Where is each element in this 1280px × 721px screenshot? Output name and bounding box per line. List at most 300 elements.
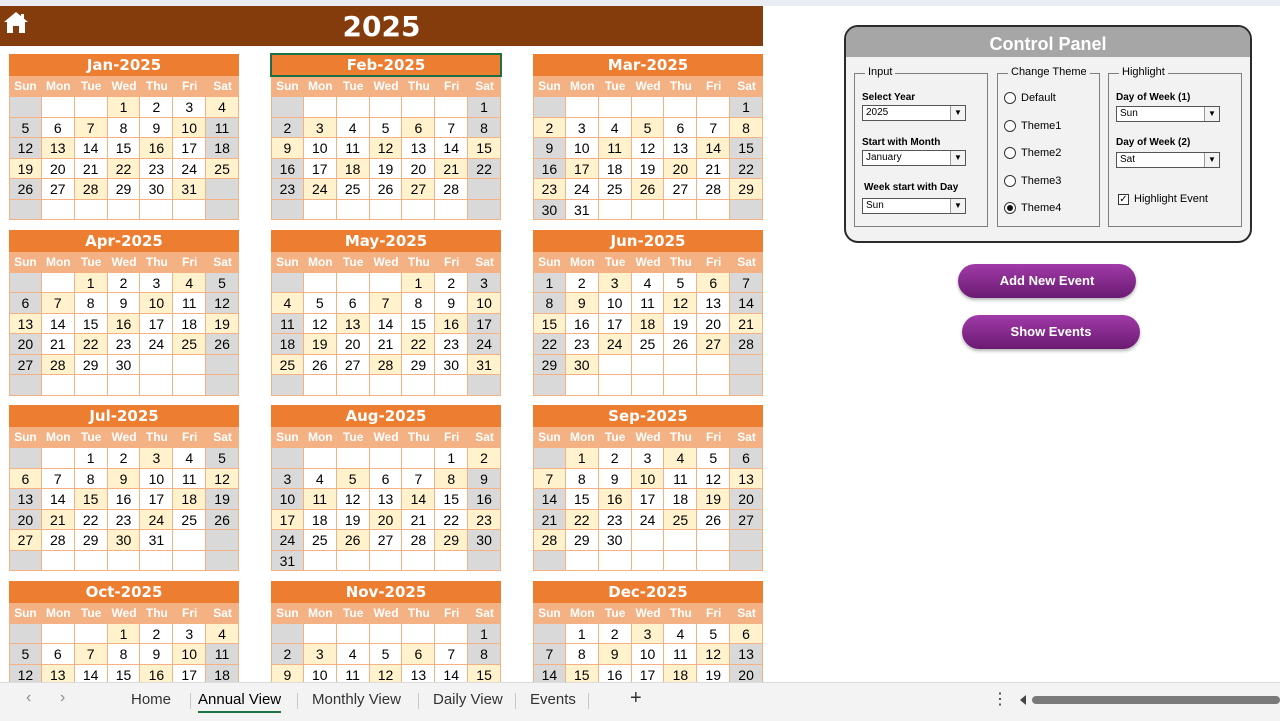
day-cell[interactable]: 24 bbox=[632, 510, 665, 531]
day-cell[interactable]: 29 bbox=[108, 179, 141, 200]
day-cell[interactable]: 17 bbox=[173, 665, 206, 683]
day-cell[interactable]: 30 bbox=[566, 355, 599, 376]
day-cell[interactable]: 20 bbox=[370, 510, 403, 531]
day-cell[interactable]: 15 bbox=[108, 665, 141, 683]
day-cell[interactable]: 12 bbox=[206, 469, 239, 490]
dropdown-arrow-icon[interactable]: ▼ bbox=[950, 106, 965, 120]
day-cell[interactable]: 1 bbox=[566, 624, 599, 645]
day-cell[interactable]: 13 bbox=[730, 644, 763, 665]
day-cell[interactable]: 3 bbox=[632, 448, 665, 469]
day-cell[interactable]: 30 bbox=[108, 530, 141, 551]
day-cell[interactable]: 12 bbox=[697, 644, 730, 665]
day-cell[interactable]: 4 bbox=[173, 448, 206, 469]
dropdown-arrow-icon[interactable]: ▼ bbox=[1204, 153, 1219, 167]
day-cell[interactable]: 16 bbox=[599, 489, 632, 510]
day-cell[interactable]: 10 bbox=[566, 138, 599, 159]
day-cell[interactable]: 3 bbox=[140, 448, 173, 469]
day-cell[interactable]: 21 bbox=[370, 334, 403, 355]
day-cell[interactable]: 3 bbox=[468, 273, 501, 294]
month-title[interactable]: Dec-2025 bbox=[533, 581, 763, 603]
day-cell[interactable]: 5 bbox=[632, 118, 665, 139]
radio-circle-icon[interactable] bbox=[1004, 175, 1016, 187]
day-cell[interactable]: 13 bbox=[42, 138, 75, 159]
day-cell[interactable]: 11 bbox=[337, 665, 370, 683]
day-cell[interactable]: 22 bbox=[75, 334, 108, 355]
day-cell[interactable]: 8 bbox=[435, 469, 468, 490]
day-cell[interactable]: 7 bbox=[42, 293, 75, 314]
day-cell[interactable]: 7 bbox=[75, 118, 108, 139]
day-cell[interactable]: 30 bbox=[533, 200, 566, 221]
day-cell[interactable]: 8 bbox=[108, 644, 141, 665]
day-cell[interactable]: 6 bbox=[697, 273, 730, 294]
day-cell[interactable]: 10 bbox=[599, 293, 632, 314]
day-cell[interactable]: 24 bbox=[599, 334, 632, 355]
day-cell[interactable]: 7 bbox=[697, 118, 730, 139]
day-cell[interactable]: 16 bbox=[140, 138, 173, 159]
dropdown-arrow-icon[interactable]: ▼ bbox=[950, 151, 965, 165]
day-cell[interactable]: 29 bbox=[566, 530, 599, 551]
day-cell[interactable]: 1 bbox=[566, 448, 599, 469]
day-cell[interactable]: 7 bbox=[533, 469, 566, 490]
day-cell[interactable]: 22 bbox=[730, 159, 763, 180]
day-cell[interactable]: 2 bbox=[566, 273, 599, 294]
day-cell[interactable]: 24 bbox=[140, 334, 173, 355]
theme-radio-theme1[interactable] bbox=[1004, 120, 1061, 132]
day-cell[interactable]: 20 bbox=[402, 159, 435, 180]
day-cell[interactable]: 3 bbox=[173, 97, 206, 118]
day-cell[interactable]: 27 bbox=[697, 334, 730, 355]
tab-monthly-view[interactable]: Monthly View bbox=[312, 691, 401, 708]
day-cell[interactable]: 26 bbox=[337, 530, 370, 551]
day-cell[interactable]: 28 bbox=[533, 530, 566, 551]
day-cell[interactable]: 14 bbox=[42, 489, 75, 510]
day-cell[interactable]: 27 bbox=[42, 179, 75, 200]
day-cell[interactable]: 16 bbox=[566, 314, 599, 335]
day-cell[interactable]: 12 bbox=[9, 138, 42, 159]
day-cell[interactable]: 26 bbox=[697, 510, 730, 531]
day-cell[interactable]: 13 bbox=[42, 665, 75, 683]
day-cell[interactable]: 7 bbox=[370, 293, 403, 314]
day-cell[interactable]: 25 bbox=[599, 179, 632, 200]
day-cell[interactable]: 13 bbox=[402, 665, 435, 683]
day-cell[interactable]: 25 bbox=[206, 159, 239, 180]
radio-circle-icon[interactable] bbox=[1004, 202, 1016, 214]
day-cell[interactable]: 2 bbox=[108, 273, 141, 294]
month-title[interactable]: Nov-2025 bbox=[271, 581, 501, 603]
day-cell[interactable]: 10 bbox=[271, 489, 304, 510]
day-cell[interactable]: 12 bbox=[370, 138, 403, 159]
day-cell[interactable]: 6 bbox=[730, 624, 763, 645]
start-month-dropdown[interactable] bbox=[862, 150, 966, 166]
day-cell[interactable]: 27 bbox=[664, 179, 697, 200]
day-cell[interactable]: 10 bbox=[632, 469, 665, 490]
day-cell[interactable]: 25 bbox=[173, 334, 206, 355]
tab-home[interactable]: Home bbox=[131, 691, 172, 708]
day-cell[interactable]: 30 bbox=[435, 355, 468, 376]
day-cell[interactable]: 6 bbox=[730, 448, 763, 469]
day-cell[interactable]: 25 bbox=[664, 510, 697, 531]
day-cell[interactable]: 19 bbox=[206, 314, 239, 335]
day-cell[interactable]: 6 bbox=[337, 293, 370, 314]
month-title[interactable]: May-2025 bbox=[271, 230, 501, 252]
day-cell[interactable]: 31 bbox=[271, 551, 304, 572]
day-cell[interactable]: 17 bbox=[271, 510, 304, 531]
day-cell[interactable]: 16 bbox=[435, 314, 468, 335]
day-cell[interactable]: 25 bbox=[632, 334, 665, 355]
radio-circle-icon[interactable] bbox=[1004, 147, 1016, 159]
day-cell[interactable]: 3 bbox=[304, 118, 337, 139]
day-cell[interactable]: 5 bbox=[206, 273, 239, 294]
day-cell[interactable]: 6 bbox=[402, 118, 435, 139]
day-cell[interactable]: 5 bbox=[304, 293, 337, 314]
day-cell[interactable]: 2 bbox=[108, 448, 141, 469]
day-cell[interactable]: 31 bbox=[566, 200, 599, 221]
day-cell[interactable]: 5 bbox=[370, 644, 403, 665]
day-cell[interactable]: 11 bbox=[337, 138, 370, 159]
day-cell[interactable]: 27 bbox=[370, 530, 403, 551]
day-cell[interactable]: 5 bbox=[206, 448, 239, 469]
day-cell[interactable]: 28 bbox=[42, 355, 75, 376]
day-cell[interactable]: 23 bbox=[108, 510, 141, 531]
day-cell[interactable]: 4 bbox=[304, 469, 337, 490]
day-cell[interactable]: 20 bbox=[337, 334, 370, 355]
day-cell[interactable]: 18 bbox=[664, 665, 697, 683]
day-cell[interactable]: 7 bbox=[402, 469, 435, 490]
horizontal-scrollbar[interactable] bbox=[1018, 693, 1280, 707]
day-cell[interactable]: 17 bbox=[599, 314, 632, 335]
day-cell[interactable]: 13 bbox=[730, 469, 763, 490]
day-cell[interactable]: 22 bbox=[533, 334, 566, 355]
day-cell[interactable]: 29 bbox=[75, 355, 108, 376]
day-cell[interactable]: 19 bbox=[206, 489, 239, 510]
day-cell[interactable]: 29 bbox=[730, 179, 763, 200]
day-cell[interactable]: 9 bbox=[140, 644, 173, 665]
day-cell[interactable]: 3 bbox=[271, 469, 304, 490]
add-sheet-icon[interactable]: + bbox=[630, 687, 642, 709]
day-cell[interactable]: 20 bbox=[664, 159, 697, 180]
day-cell[interactable]: 3 bbox=[304, 644, 337, 665]
day-cell[interactable]: 19 bbox=[304, 334, 337, 355]
theme-radio-theme4[interactable] bbox=[1004, 202, 1061, 214]
day-cell[interactable]: 1 bbox=[75, 448, 108, 469]
day-cell[interactable]: 23 bbox=[271, 179, 304, 200]
day-cell[interactable]: 9 bbox=[271, 665, 304, 683]
day-cell[interactable]: 28 bbox=[402, 530, 435, 551]
day-cell[interactable]: 8 bbox=[468, 118, 501, 139]
day-cell[interactable]: 2 bbox=[140, 97, 173, 118]
day-cell[interactable]: 15 bbox=[730, 138, 763, 159]
day-cell[interactable]: 15 bbox=[533, 314, 566, 335]
day-cell[interactable]: 24 bbox=[468, 334, 501, 355]
day-cell[interactable]: 17 bbox=[304, 159, 337, 180]
day-cell[interactable]: 28 bbox=[697, 179, 730, 200]
day-cell[interactable]: 23 bbox=[140, 159, 173, 180]
day-cell[interactable]: 2 bbox=[271, 118, 304, 139]
day-cell[interactable]: 31 bbox=[140, 530, 173, 551]
day-cell[interactable]: 14 bbox=[42, 314, 75, 335]
day-cell[interactable]: 21 bbox=[42, 334, 75, 355]
day-cell[interactable]: 15 bbox=[468, 138, 501, 159]
day-cell[interactable]: 24 bbox=[173, 159, 206, 180]
day-cell[interactable]: 15 bbox=[468, 665, 501, 683]
day-cell[interactable]: 12 bbox=[632, 138, 665, 159]
day-cell[interactable]: 19 bbox=[370, 159, 403, 180]
day-cell[interactable]: 26 bbox=[9, 179, 42, 200]
day-cell[interactable]: 15 bbox=[108, 138, 141, 159]
day-cell[interactable]: 10 bbox=[468, 293, 501, 314]
day-cell[interactable]: 27 bbox=[730, 510, 763, 531]
day-cell[interactable]: 14 bbox=[730, 293, 763, 314]
day-cell[interactable]: 1 bbox=[533, 273, 566, 294]
day-cell[interactable]: 8 bbox=[75, 469, 108, 490]
select-year-dropdown[interactable] bbox=[862, 105, 966, 121]
day-cell[interactable]: 22 bbox=[468, 159, 501, 180]
day-cell[interactable]: 4 bbox=[337, 644, 370, 665]
day-cell[interactable]: 9 bbox=[599, 469, 632, 490]
day-cell[interactable]: 13 bbox=[370, 489, 403, 510]
day-cell[interactable]: 20 bbox=[42, 159, 75, 180]
day-cell[interactable]: 18 bbox=[271, 334, 304, 355]
day-cell[interactable]: 23 bbox=[435, 334, 468, 355]
day-cell[interactable]: 16 bbox=[140, 665, 173, 683]
day-cell[interactable]: 11 bbox=[206, 118, 239, 139]
day-cell[interactable]: 21 bbox=[730, 314, 763, 335]
day-cell[interactable]: 15 bbox=[566, 665, 599, 683]
day-cell[interactable]: 8 bbox=[402, 293, 435, 314]
day-cell[interactable]: 20 bbox=[730, 665, 763, 683]
day-cell[interactable]: 26 bbox=[206, 510, 239, 531]
day-cell[interactable]: 24 bbox=[304, 179, 337, 200]
day-cell[interactable]: 8 bbox=[730, 118, 763, 139]
day-cell[interactable]: 15 bbox=[435, 489, 468, 510]
month-title[interactable]: Jul-2025 bbox=[9, 405, 239, 427]
dropdown-arrow-icon[interactable]: ▼ bbox=[1204, 107, 1219, 121]
day-cell[interactable]: 30 bbox=[468, 530, 501, 551]
day-cell[interactable]: 30 bbox=[599, 530, 632, 551]
day-cell[interactable]: 12 bbox=[304, 314, 337, 335]
day-cell[interactable]: 12 bbox=[370, 665, 403, 683]
day-cell[interactable]: 4 bbox=[632, 273, 665, 294]
day-cell[interactable]: 12 bbox=[206, 293, 239, 314]
day-cell[interactable]: 10 bbox=[304, 138, 337, 159]
day-cell[interactable]: 6 bbox=[42, 644, 75, 665]
day-cell[interactable]: 8 bbox=[566, 644, 599, 665]
day-cell[interactable]: 30 bbox=[140, 179, 173, 200]
day-cell[interactable]: 6 bbox=[370, 469, 403, 490]
day-cell[interactable]: 14 bbox=[75, 138, 108, 159]
day-cell[interactable]: 28 bbox=[435, 179, 468, 200]
day-cell[interactable]: 19 bbox=[632, 159, 665, 180]
highlight-event-checkbox[interactable] bbox=[1118, 193, 1208, 205]
more-options-icon[interactable]: ⋮ bbox=[992, 691, 1008, 708]
day-cell[interactable]: 25 bbox=[271, 355, 304, 376]
day-cell[interactable]: 4 bbox=[664, 624, 697, 645]
day-cell[interactable]: 18 bbox=[337, 159, 370, 180]
day-cell[interactable]: 7 bbox=[435, 644, 468, 665]
day-cell[interactable]: 4 bbox=[271, 293, 304, 314]
day-cell[interactable]: 17 bbox=[632, 489, 665, 510]
day-cell[interactable]: 16 bbox=[599, 665, 632, 683]
day-cell[interactable]: 14 bbox=[533, 665, 566, 683]
day-cell[interactable]: 8 bbox=[468, 644, 501, 665]
day-cell[interactable]: 7 bbox=[75, 644, 108, 665]
day-cell[interactable]: 13 bbox=[664, 138, 697, 159]
day-cell[interactable]: 5 bbox=[9, 644, 42, 665]
day-cell[interactable]: 9 bbox=[140, 118, 173, 139]
day-cell[interactable]: 14 bbox=[435, 138, 468, 159]
day-cell[interactable]: 16 bbox=[108, 314, 141, 335]
day-cell[interactable]: 5 bbox=[664, 273, 697, 294]
day-cell[interactable]: 17 bbox=[173, 138, 206, 159]
day-cell[interactable]: 20 bbox=[697, 314, 730, 335]
day-cell[interactable]: 9 bbox=[271, 138, 304, 159]
day-cell[interactable]: 13 bbox=[697, 293, 730, 314]
day-cell[interactable]: 11 bbox=[632, 293, 665, 314]
day-cell[interactable]: 25 bbox=[304, 530, 337, 551]
day-cell[interactable]: 16 bbox=[533, 159, 566, 180]
day-cell[interactable]: 2 bbox=[435, 273, 468, 294]
dow2-dropdown[interactable] bbox=[1116, 152, 1220, 168]
day-cell[interactable]: 4 bbox=[173, 273, 206, 294]
day-cell[interactable]: 18 bbox=[632, 314, 665, 335]
day-cell[interactable]: 4 bbox=[337, 118, 370, 139]
day-cell[interactable]: 14 bbox=[75, 665, 108, 683]
day-cell[interactable]: 9 bbox=[468, 469, 501, 490]
day-cell[interactable]: 19 bbox=[337, 510, 370, 531]
day-cell[interactable]: 1 bbox=[402, 273, 435, 294]
day-cell[interactable]: 9 bbox=[533, 138, 566, 159]
day-cell[interactable]: 28 bbox=[730, 334, 763, 355]
month-title[interactable]: Mar-2025 bbox=[533, 54, 763, 76]
day-cell[interactable]: 6 bbox=[402, 644, 435, 665]
day-cell[interactable]: 25 bbox=[173, 510, 206, 531]
day-cell[interactable]: 17 bbox=[632, 665, 665, 683]
day-cell[interactable]: 2 bbox=[599, 448, 632, 469]
dow1-dropdown[interactable] bbox=[1116, 106, 1220, 122]
week-start-dropdown[interactable] bbox=[862, 198, 966, 214]
day-cell[interactable]: 22 bbox=[402, 334, 435, 355]
day-cell[interactable]: 26 bbox=[632, 179, 665, 200]
day-cell[interactable]: 26 bbox=[370, 179, 403, 200]
day-cell[interactable]: 4 bbox=[599, 118, 632, 139]
day-cell[interactable]: 23 bbox=[599, 510, 632, 531]
day-cell[interactable]: 21 bbox=[402, 510, 435, 531]
day-cell[interactable]: 18 bbox=[206, 665, 239, 683]
tab-annual-view[interactable] bbox=[198, 683, 281, 717]
day-cell[interactable]: 24 bbox=[271, 530, 304, 551]
day-cell[interactable]: 2 bbox=[599, 624, 632, 645]
scroll-tabs-right-icon[interactable]: › bbox=[60, 689, 66, 706]
day-cell[interactable]: 16 bbox=[271, 159, 304, 180]
month-title[interactable]: Apr-2025 bbox=[9, 230, 239, 252]
day-cell[interactable]: 2 bbox=[468, 448, 501, 469]
dropdown-arrow-icon[interactable]: ▼ bbox=[950, 199, 965, 213]
day-cell[interactable]: 23 bbox=[468, 510, 501, 531]
month-title[interactable]: Oct-2025 bbox=[9, 581, 239, 603]
day-cell[interactable]: 11 bbox=[206, 644, 239, 665]
day-cell[interactable]: 25 bbox=[337, 179, 370, 200]
day-cell[interactable]: 18 bbox=[173, 489, 206, 510]
day-cell[interactable]: 8 bbox=[75, 293, 108, 314]
day-cell[interactable]: 10 bbox=[304, 665, 337, 683]
day-cell[interactable]: 20 bbox=[9, 334, 42, 355]
day-cell[interactable]: 16 bbox=[108, 489, 141, 510]
day-cell[interactable]: 21 bbox=[697, 159, 730, 180]
day-cell[interactable]: 1 bbox=[75, 273, 108, 294]
day-cell[interactable]: 18 bbox=[664, 489, 697, 510]
day-cell[interactable]: 5 bbox=[9, 118, 42, 139]
day-cell[interactable]: 6 bbox=[9, 293, 42, 314]
day-cell[interactable]: 14 bbox=[697, 138, 730, 159]
day-cell[interactable]: 7 bbox=[435, 118, 468, 139]
day-cell[interactable]: 1 bbox=[108, 97, 141, 118]
month-title[interactable]: Jan-2025 bbox=[9, 54, 239, 76]
day-cell[interactable]: 18 bbox=[173, 314, 206, 335]
day-cell[interactable]: 14 bbox=[402, 489, 435, 510]
day-cell[interactable]: 26 bbox=[206, 334, 239, 355]
show-events-button[interactable]: Show Events bbox=[962, 315, 1140, 349]
day-cell[interactable]: 4 bbox=[206, 97, 239, 118]
day-cell[interactable]: 5 bbox=[697, 624, 730, 645]
day-cell[interactable]: 10 bbox=[140, 293, 173, 314]
radio-circle-icon[interactable] bbox=[1004, 120, 1016, 132]
day-cell[interactable]: 17 bbox=[468, 314, 501, 335]
day-cell[interactable]: 23 bbox=[533, 179, 566, 200]
day-cell[interactable]: 29 bbox=[402, 355, 435, 376]
day-cell[interactable]: 6 bbox=[42, 118, 75, 139]
day-cell[interactable]: 30 bbox=[108, 355, 141, 376]
day-cell[interactable]: 2 bbox=[140, 624, 173, 645]
day-cell[interactable]: 6 bbox=[664, 118, 697, 139]
day-cell[interactable]: 22 bbox=[566, 510, 599, 531]
day-cell[interactable]: 9 bbox=[108, 293, 141, 314]
day-cell[interactable]: 27 bbox=[9, 355, 42, 376]
day-cell[interactable]: 15 bbox=[566, 489, 599, 510]
day-cell[interactable]: 13 bbox=[402, 138, 435, 159]
day-cell[interactable]: 1 bbox=[108, 624, 141, 645]
day-cell[interactable]: 3 bbox=[566, 118, 599, 139]
day-cell[interactable]: 15 bbox=[75, 489, 108, 510]
day-cell[interactable]: 22 bbox=[435, 510, 468, 531]
day-cell[interactable]: 19 bbox=[697, 665, 730, 683]
day-cell[interactable]: 15 bbox=[402, 314, 435, 335]
day-cell[interactable]: 8 bbox=[566, 469, 599, 490]
day-cell[interactable]: 12 bbox=[337, 489, 370, 510]
day-cell[interactable]: 31 bbox=[468, 355, 501, 376]
theme-radio-theme2[interactable] bbox=[1004, 147, 1061, 159]
day-cell[interactable]: 2 bbox=[271, 644, 304, 665]
day-cell[interactable]: 29 bbox=[435, 530, 468, 551]
day-cell[interactable]: 17 bbox=[140, 314, 173, 335]
day-cell[interactable]: 3 bbox=[140, 273, 173, 294]
checkbox-check-icon[interactable]: ✓ bbox=[1119, 193, 1128, 205]
day-cell[interactable]: 12 bbox=[9, 665, 42, 683]
day-cell[interactable]: 5 bbox=[337, 469, 370, 490]
day-cell[interactable]: 1 bbox=[730, 97, 763, 118]
day-cell[interactable]: 26 bbox=[664, 334, 697, 355]
day-cell[interactable]: 17 bbox=[566, 159, 599, 180]
day-cell[interactable]: 3 bbox=[599, 273, 632, 294]
day-cell[interactable]: 1 bbox=[468, 97, 501, 118]
day-cell[interactable]: 13 bbox=[337, 314, 370, 335]
day-cell[interactable]: 15 bbox=[75, 314, 108, 335]
day-cell[interactable]: 27 bbox=[337, 355, 370, 376]
day-cell[interactable]: 27 bbox=[402, 179, 435, 200]
day-cell[interactable]: 2 bbox=[533, 118, 566, 139]
day-cell[interactable]: 13 bbox=[9, 314, 42, 335]
day-cell[interactable]: 21 bbox=[533, 510, 566, 531]
day-cell[interactable]: 24 bbox=[566, 179, 599, 200]
